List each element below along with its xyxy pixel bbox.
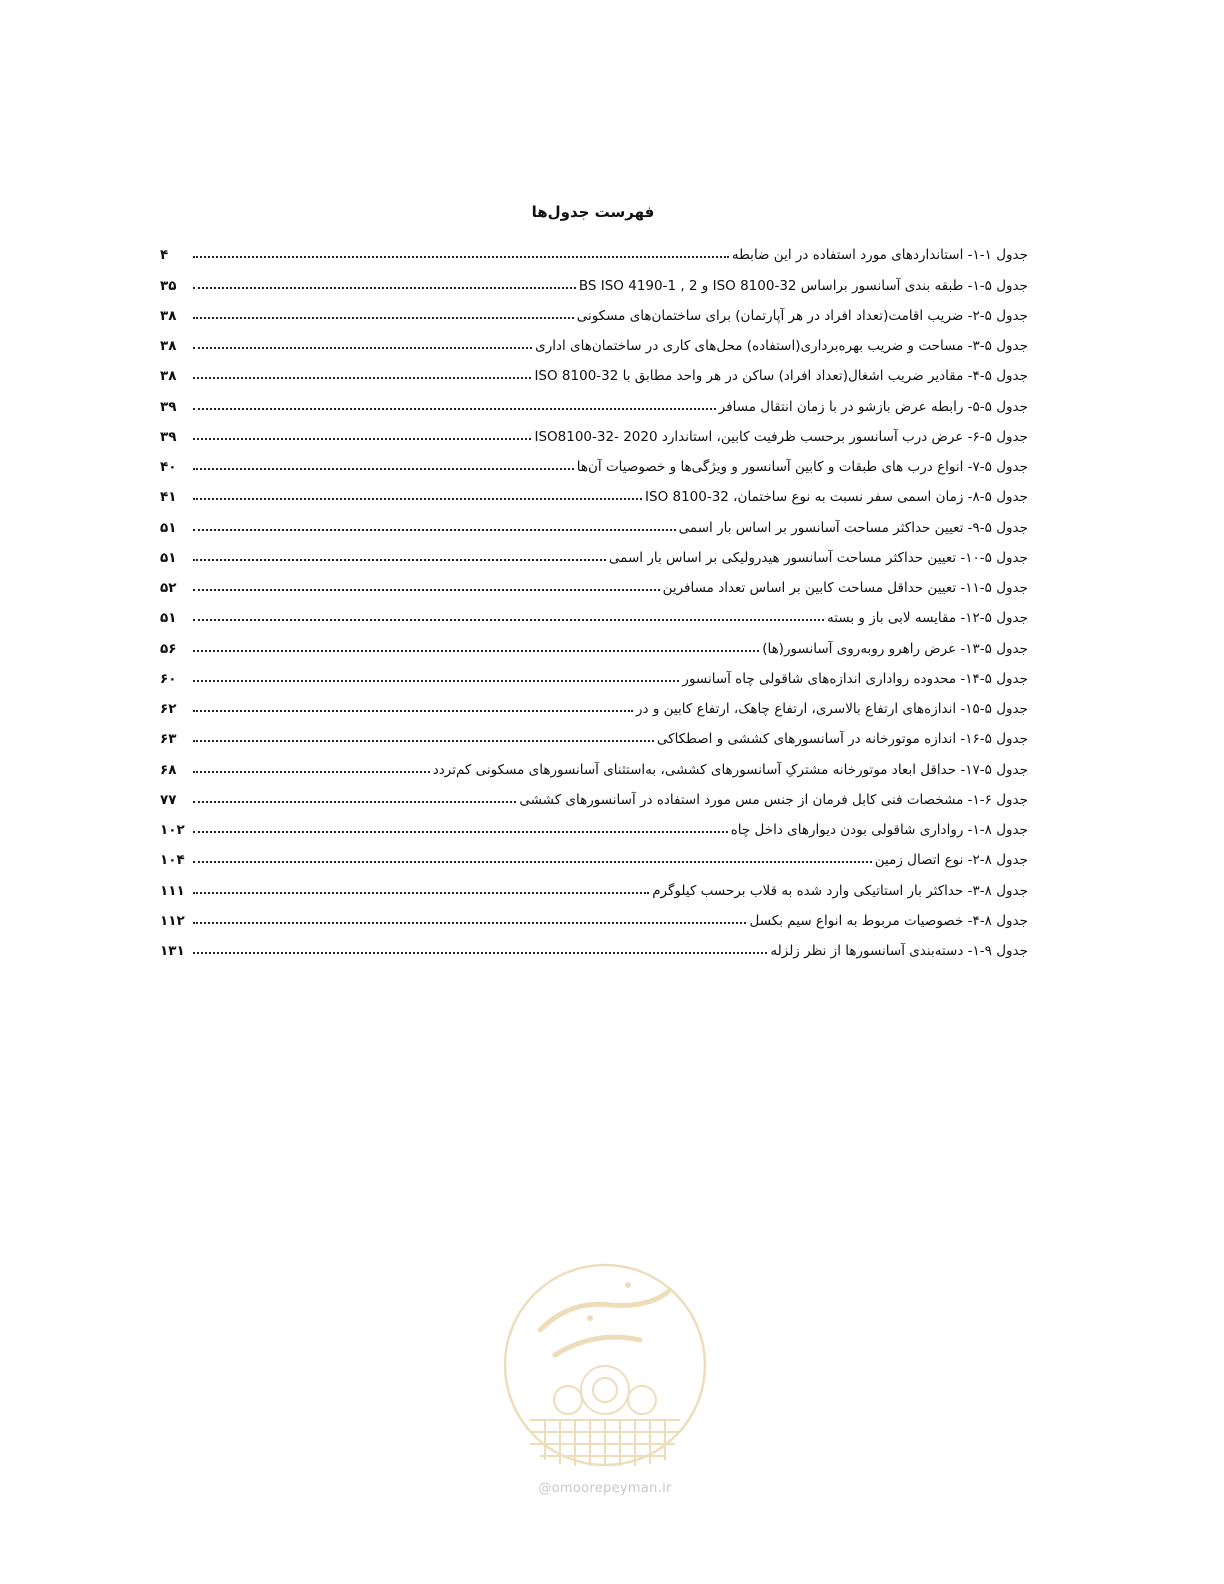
toc-dot-leader: [193, 287, 576, 289]
toc-entry[interactable]: [160, 868, 1028, 898]
toc-entry-caption: جدول ۶-۱- مشخصات فنی کابل فرمان از جنس مس مورد استفاده در آسانسورهای کششی: [519, 791, 1028, 808]
toc-dot-leader: [193, 771, 430, 773]
toc-entry-caption: جدول ۸-۴- خصوصیات مربوط به انواع سیم بکسل: [749, 912, 1028, 929]
toc-dot-leader: [193, 317, 574, 319]
toc-entry-page-number: ۵۱: [160, 519, 177, 536]
toc-dot-leader: [193, 589, 660, 591]
toc-entry[interactable]: [160, 626, 1028, 656]
toc-dot-leader: [193, 801, 516, 803]
toc-entry[interactable]: [160, 778, 1028, 808]
toc-dot-leader: [193, 710, 633, 712]
toc-entry-caption: جدول ۱-۱- استانداردهای مورد استفاده در این ضابطه: [731, 247, 1028, 264]
toc-entry[interactable]: [160, 536, 1028, 566]
toc-entry-page-number: ۳۸: [160, 368, 177, 385]
toc-dot-leader: [193, 256, 729, 258]
toc-entry[interactable]: [160, 929, 1028, 959]
toc-entry-caption: جدول ۵-۱۷- حداقل ابعاد موتورخانه مشترکِ آسانسورهای کششی، به‌استثنای آسانسورهای مسکونی کم‌تردد: [432, 761, 1028, 778]
toc-entry-caption: جدول ۵-۶- عرض درب آسانسور برحسب ظرفیت کابین، استاندارد ISO8100-32- 2020: [534, 428, 1028, 445]
toc-entry[interactable]: [160, 294, 1028, 324]
toc-entry-caption: جدول ۵-۱۰- تعیین حداکثر مساحت آسانسور هیدرولیکی بر اساس بار اسمی: [608, 549, 1028, 566]
toc-entry-page-number: ۱۰۴: [160, 852, 185, 869]
toc-entry-page-number: ۴: [160, 247, 169, 264]
toc-entry-page-number: ۴۱: [160, 489, 177, 506]
toc-entry-page-number: ۳۵: [160, 277, 177, 294]
toc-dot-leader: [193, 498, 642, 500]
toc-dot-leader: [193, 377, 531, 379]
toc-entry[interactable]: [160, 384, 1028, 414]
toc-entry[interactable]: [160, 354, 1028, 384]
toc-dot-leader: [193, 740, 654, 742]
toc-entry-page-number: ۱۳۱: [160, 943, 185, 959]
toc-entry-caption: جدول ۵-۱۳- عرض راهرو روبه‌روی آسانسور(ها): [762, 640, 1028, 657]
toc-entry[interactable]: [160, 233, 1028, 263]
toc-entry-page-number: ۵۶: [160, 640, 177, 657]
toc-entry-caption: جدول ۵-۱۵- اندازه‌های ارتفاع بالاسری، ارتفاع چاهک، ارتفاع کابین و در: [636, 701, 1028, 717]
toc-entry-page-number: ۳۹: [160, 398, 177, 415]
at-icon: @: [538, 1481, 552, 1496]
toc-dot-leader: [193, 831, 728, 833]
toc-entry-page-number: ۳۹: [160, 428, 177, 445]
publisher-logo-watermark: [500, 1260, 710, 1490]
toc-entry-caption: جدول ۵-۷- انواع درب های طبقات و کابین آسانسور و ویژگی‌ها و خصوصیات آن‌ها: [576, 459, 1028, 475]
toc-entry-page-number: ۳۸: [160, 307, 177, 324]
toc-entry[interactable]: [160, 324, 1028, 354]
toc-entry-page-number: ۵۱: [160, 610, 177, 627]
toc-entry[interactable]: [160, 808, 1028, 838]
toc-entry-caption: جدول ۵-۱- طبقه بندی آسانسور براساس ISO 8100-32 و BS ISO 4190-1 , 2: [578, 277, 1028, 294]
toc-dot-leader: [193, 922, 746, 924]
toc-entry-page-number: ۴۰: [160, 459, 177, 475]
toc-entry-caption: جدول ۹-۱- دسته‌بندی آسانسورها از نظر زلزله: [770, 943, 1028, 959]
toc-entry-caption: جدول ۵-۱۲- مقایسه لابی باز و بسته: [827, 610, 1028, 627]
toc-entry-page-number: ۶۲: [160, 701, 177, 717]
toc-entry-page-number: ۵۱: [160, 549, 177, 566]
toc-dot-leader: [193, 952, 767, 954]
watermark-url: @omoorepeyman.ir: [538, 1481, 672, 1496]
toc-entry-caption: جدول ۵-۹- تعیین حداکثر مساحت آسانسور بر اساس بار اسمی: [678, 519, 1028, 536]
toc-entry[interactable]: [160, 475, 1028, 505]
page-title: فهرست جدول‌ها: [531, 203, 655, 221]
toc-entry-caption: جدول ۵-۱۶- اندازه موتورخانه در آسانسورهای کششی و اصطکاکی: [656, 731, 1028, 748]
toc-entry-page-number: ۱۱۱: [160, 882, 185, 899]
toc-dot-leader: [193, 680, 679, 682]
toc-entry-caption: جدول ۵-۴- مقادیر ضریب اشغال(تعداد افراد) ساکن در هر واحد مطابق با ISO 8100-32: [534, 368, 1028, 385]
toc-entry[interactable]: [160, 445, 1028, 475]
toc-dot-leader: [193, 438, 531, 440]
toc-entry-page-number: ۱۰۲: [160, 822, 185, 838]
toc-entry[interactable]: [160, 899, 1028, 929]
toc-dot-leader: [193, 619, 824, 621]
toc-entry[interactable]: [160, 566, 1028, 596]
toc-dot-leader: [193, 468, 574, 470]
toc-dot-leader: [193, 347, 532, 349]
toc-entry-page-number: ۵۲: [160, 580, 177, 596]
toc-dot-leader: [193, 892, 649, 894]
toc-entry-caption: جدول ۵-۱۴- محدوده رواداری اندازه‌های شاقولی چاه آسانسور: [682, 670, 1028, 687]
toc-entry[interactable]: [160, 415, 1028, 445]
toc-entry-page-number: ۷۷: [160, 791, 177, 808]
toc-entry[interactable]: [160, 505, 1028, 535]
toc-entry-page-number: ۶۸: [160, 761, 177, 778]
toc-entry[interactable]: [160, 747, 1028, 777]
table-of-tables: [160, 233, 1028, 959]
toc-entry[interactable]: [160, 263, 1028, 293]
toc-entry[interactable]: [160, 717, 1028, 747]
toc-entry-caption: جدول ۵-۲- ضریب اقامت(تعداد افراد در هر آپارتمان) برای ساختمان‌های مسکونی: [576, 307, 1028, 324]
toc-dot-leader: [193, 861, 872, 863]
toc-entry-page-number: ۱۱۲: [160, 912, 185, 929]
toc-entry-caption: جدول ۵-۸- زمان اسمی سفر نسبت به نوع ساختمان، ISO 8100-32: [645, 489, 1028, 506]
toc-entry[interactable]: [160, 687, 1028, 717]
toc-entry-page-number: ۳۸: [160, 338, 177, 354]
toc-entry[interactable]: [160, 596, 1028, 626]
toc-dot-leader: [193, 408, 716, 410]
toc-entry-caption: جدول ۸-۲- نوع اتصال زمین: [874, 852, 1028, 869]
toc-entry-caption: جدول ۵-۱۱- تعیین حداقل مساحت کابین بر اساس تعداد مسافرین: [662, 580, 1028, 596]
toc-entry-page-number: ۶۰: [160, 670, 177, 687]
toc-dot-leader: [193, 559, 606, 561]
toc-entry-caption: جدول ۵-۳- مساحت و ضریب بهره‌برداری(استفاده) محل‌های کاری در ساختمان‌های اداری: [535, 338, 1028, 354]
toc-entry-page-number: ۶۳: [160, 731, 177, 748]
toc-entry[interactable]: [160, 657, 1028, 687]
toc-entry-caption: جدول ۵-۵- رابطه عرض بازشو در با زمان انتقال مسافر: [718, 398, 1028, 415]
toc-dot-leader: [193, 529, 676, 531]
toc-dot-leader: [193, 650, 759, 652]
toc-entry[interactable]: [160, 838, 1028, 868]
toc-entry-caption: جدول ۸-۱- رواداری شاقولی بودن دیوارهای داخل چاه: [730, 822, 1028, 838]
toc-entry-caption: جدول ۸-۳- حداکثر بار استاتیکی وارد شده به قلاب برحسب کیلوگرم: [652, 882, 1028, 899]
